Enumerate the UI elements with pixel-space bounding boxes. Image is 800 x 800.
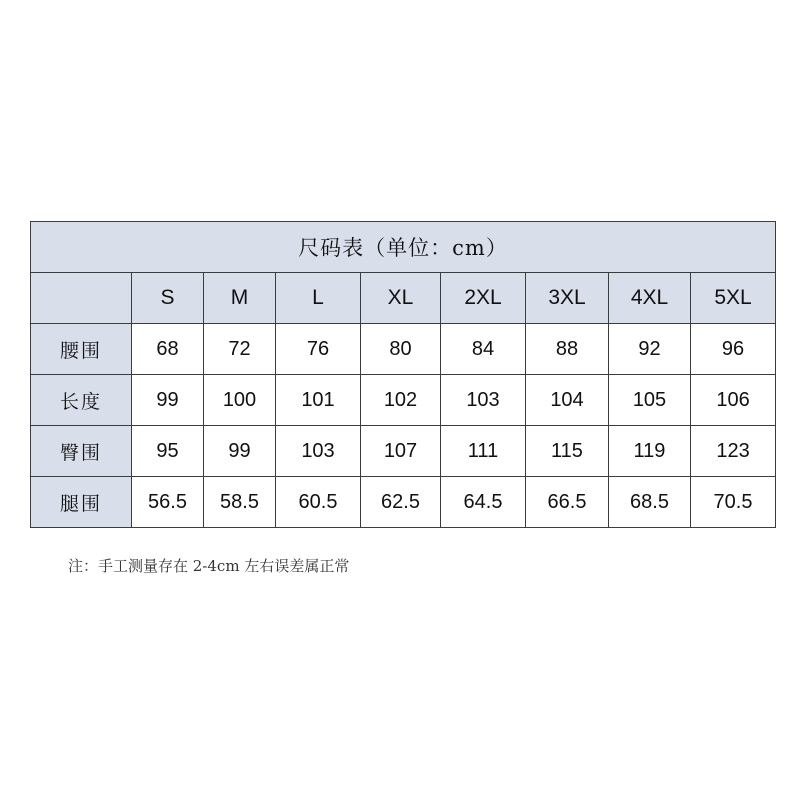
row-label-waist: 腰围 bbox=[31, 324, 132, 375]
size-header-xl: XL bbox=[361, 273, 441, 324]
table-cell: 68.5 bbox=[609, 477, 691, 528]
table-row-length bbox=[31, 375, 776, 426]
table-cell: 84 bbox=[441, 324, 526, 375]
header-blank-cell bbox=[31, 273, 132, 324]
table-cell: 66.5 bbox=[526, 477, 609, 528]
size-header-5xl: 5XL bbox=[691, 273, 776, 324]
size-header-2xl: 2XL bbox=[441, 273, 526, 324]
table-cell: 111 bbox=[441, 426, 526, 477]
row-label-thigh: 腿围 bbox=[31, 477, 132, 528]
table-cell: 103 bbox=[276, 426, 361, 477]
size-chart-table bbox=[30, 221, 776, 528]
size-header-row bbox=[31, 273, 776, 324]
table-cell: 104 bbox=[526, 375, 609, 426]
table-cell: 76 bbox=[276, 324, 361, 375]
table-cell: 92 bbox=[609, 324, 691, 375]
table-cell: 115 bbox=[526, 426, 609, 477]
row-label-length: 长度 bbox=[31, 375, 132, 426]
table-cell: 64.5 bbox=[441, 477, 526, 528]
table-cell: 119 bbox=[609, 426, 691, 477]
table-cell: 95 bbox=[132, 426, 204, 477]
table-title: 尺码表（单位：cm） bbox=[31, 222, 776, 273]
table-cell: 106 bbox=[691, 375, 776, 426]
size-header-3xl: 3XL bbox=[526, 273, 609, 324]
row-label-hip: 臀围 bbox=[31, 426, 132, 477]
table-row-waist bbox=[31, 324, 776, 375]
table-cell: 99 bbox=[132, 375, 204, 426]
table-cell: 88 bbox=[526, 324, 609, 375]
table-cell: 102 bbox=[361, 375, 441, 426]
table-row-hip bbox=[31, 426, 776, 477]
table-cell: 62.5 bbox=[361, 477, 441, 528]
table-cell: 72 bbox=[204, 324, 276, 375]
table-cell: 99 bbox=[204, 426, 276, 477]
measurement-note: 注：手工测量存在 2-4cm 左右误差属正常 bbox=[68, 557, 350, 575]
table-cell: 101 bbox=[276, 375, 361, 426]
table-cell: 80 bbox=[361, 324, 441, 375]
table-cell: 107 bbox=[361, 426, 441, 477]
size-header-s: S bbox=[132, 273, 204, 324]
table-cell: 123 bbox=[691, 426, 776, 477]
size-header-l: L bbox=[276, 273, 361, 324]
table-cell: 68 bbox=[132, 324, 204, 375]
table-cell: 56.5 bbox=[132, 477, 204, 528]
table-cell: 60.5 bbox=[276, 477, 361, 528]
table-cell: 105 bbox=[609, 375, 691, 426]
size-header-m: M bbox=[204, 273, 276, 324]
table-cell: 70.5 bbox=[691, 477, 776, 528]
table-cell: 103 bbox=[441, 375, 526, 426]
table-cell: 58.5 bbox=[204, 477, 276, 528]
size-header-4xl: 4XL bbox=[609, 273, 691, 324]
table-cell: 96 bbox=[691, 324, 776, 375]
table-cell: 100 bbox=[204, 375, 276, 426]
table-row-thigh bbox=[31, 477, 776, 528]
